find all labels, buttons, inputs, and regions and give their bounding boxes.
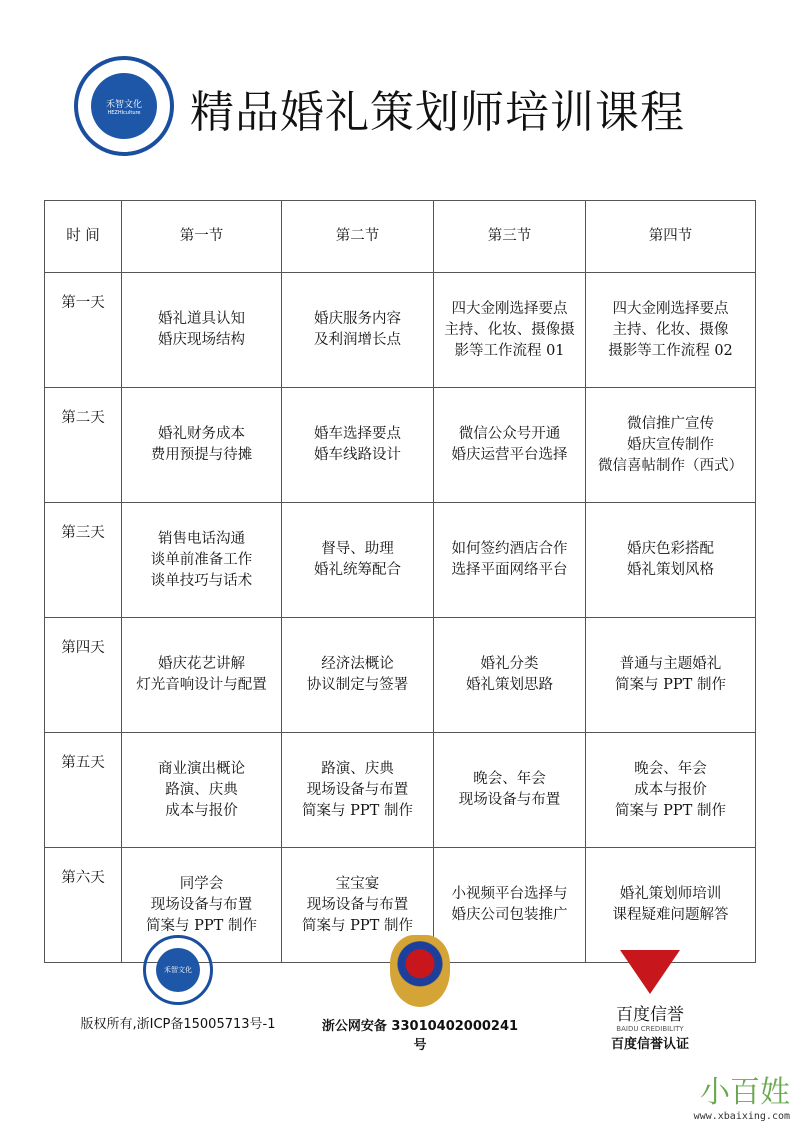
session-line: 四大金刚选择要点: [612, 300, 729, 317]
session-line: 婚庆公司包装推广: [451, 907, 568, 923]
baidu-v-icon: [620, 950, 680, 994]
police-record-text: 浙公网安备 33010402000241号: [321, 1019, 519, 1053]
session-line: 婚礼策划师培训: [619, 886, 722, 902]
session-line: 影等工作流程 01: [454, 342, 565, 359]
icp-text: 版权所有,浙ICP备15005713号-1: [80, 1017, 276, 1032]
session-line: 主持、化妆、摄像: [612, 321, 729, 338]
session-line: 婚礼道具认知: [158, 311, 245, 327]
column-header: 第二节: [282, 201, 434, 273]
session-line: 路演、庆典: [321, 760, 394, 777]
session-cell: [586, 618, 756, 733]
session-cell: [282, 733, 434, 848]
table-row: [45, 503, 756, 618]
session-line: 简案与 PPT 制作: [615, 677, 726, 693]
column-header: 第一节: [122, 201, 282, 273]
session-line: 简案与 PPT 制作: [146, 917, 257, 934]
session-line: 销售电话沟通: [158, 530, 245, 547]
session-line: 普通与主题婚礼: [619, 656, 722, 672]
session-line: 课程疑难问题解答: [612, 907, 729, 923]
session-line: 现场设备与布置: [150, 896, 253, 913]
session-line: 费用预提与待摊: [150, 447, 253, 463]
session-line: 婚庆色彩搭配: [627, 541, 714, 557]
session-line: 成本与报价: [634, 781, 707, 798]
session-line: 谈单技巧与话术: [150, 572, 253, 589]
session-line: 督导、助理: [321, 541, 394, 557]
day-label: 第五天: [45, 733, 122, 848]
session-cell: [282, 618, 434, 733]
logo-text: 禾智文化: [105, 99, 142, 110]
session-line: 简案与 PPT 制作: [615, 802, 726, 819]
session-line: 路演、庆典: [165, 781, 238, 798]
session-line: 婚庆花艺讲解: [158, 656, 245, 672]
session-line: 商业演出概论: [158, 760, 245, 777]
session-cell: [434, 388, 586, 503]
page-title: 精品婚礼策划师培训课程: [190, 87, 685, 138]
watermark-text: 小百姓: [700, 1075, 790, 1110]
session-line: 晚会、年会: [634, 760, 707, 777]
session-cell: [586, 503, 756, 618]
day-label: 第二天: [45, 388, 122, 503]
session-line: 微信公众号开通: [458, 426, 561, 442]
logo-sub: HEZHIculture: [107, 109, 141, 116]
baidu-cert: 百度信誉认证: [610, 1037, 689, 1052]
session-line: 主持、化妆、摄像摄: [444, 321, 575, 338]
session-cell: [586, 273, 756, 388]
session-line: 微信推广宣传: [627, 415, 714, 432]
session-line: 同学会: [179, 875, 224, 892]
session-line: 晚会、年会: [473, 771, 546, 787]
column-header: 第四节: [586, 201, 756, 273]
baidu-brand: 百度信誉: [616, 1005, 684, 1025]
session-cell: [282, 388, 434, 503]
table-header-row: [45, 201, 756, 273]
session-line: 如何签约酒店合作: [451, 541, 568, 557]
session-line: 小视频平台选择与: [451, 886, 568, 902]
hezhi-logo: [74, 56, 174, 156]
baidu-sub: BAIDU CREDIBILITY: [616, 1025, 684, 1033]
session-line: 现场设备与布置: [306, 781, 409, 798]
table-row: [45, 388, 756, 503]
session-line: 婚礼统筹配合: [314, 562, 401, 578]
session-cell: [282, 503, 434, 618]
session-cell: [434, 273, 586, 388]
session-line: 经济法概论: [321, 656, 394, 672]
day-label: 第六天: [45, 848, 122, 963]
session-line: 婚礼财务成本: [158, 426, 245, 442]
police-badge-icon: [390, 935, 450, 1007]
session-cell: [434, 733, 586, 848]
table-row: [45, 733, 756, 848]
session-line: 灯光音响设计与配置: [136, 677, 267, 693]
session-cell: [434, 503, 586, 618]
session-line: 谈单前准备工作: [150, 551, 253, 568]
session-line: 婚庆运营平台选择: [451, 447, 568, 463]
session-cell: [434, 618, 586, 733]
session-cell: [122, 503, 282, 618]
session-cell: [586, 733, 756, 848]
column-header: 时 间: [45, 201, 122, 273]
police-block: [320, 935, 520, 1053]
schedule-table: [44, 200, 756, 963]
small-logo-text: 禾智文化: [156, 948, 200, 992]
session-line: 成本与报价: [165, 802, 238, 819]
session-cell: [122, 273, 282, 388]
session-line: 宝宝宴: [335, 875, 380, 892]
copyright-block: [78, 935, 278, 1032]
table-row: [45, 618, 756, 733]
session-cell: [586, 848, 756, 963]
day-label: 第三天: [45, 503, 122, 618]
watermark-url: www.xbaixing.com: [693, 1111, 790, 1122]
session-line: 婚庆服务内容: [314, 311, 401, 327]
session-line: 摄影等工作流程 02: [608, 342, 733, 359]
column-header: 第三节: [434, 201, 586, 273]
session-line: 协议制定与签署: [306, 677, 409, 693]
session-cell: [586, 388, 756, 503]
session-line: 简案与 PPT 制作: [302, 917, 413, 934]
hezhi-small-logo: [143, 935, 213, 1005]
session-line: 现场设备与布置: [458, 792, 561, 808]
session-cell: [122, 618, 282, 733]
session-line: 婚礼策划风格: [627, 562, 714, 578]
baidu-block: [590, 950, 710, 1052]
session-line: 简案与 PPT 制作: [302, 802, 413, 819]
session-line: 微信喜帖制作（西式）: [598, 457, 743, 474]
session-line: 四大金刚选择要点: [451, 300, 568, 317]
session-line: 婚车选择要点: [314, 426, 401, 442]
table-row: [45, 273, 756, 388]
session-line: 婚庆现场结构: [158, 332, 245, 348]
session-cell: [122, 733, 282, 848]
session-line: 婚礼策划思路: [466, 677, 553, 693]
session-line: 及利润增长点: [314, 332, 401, 348]
session-line: 婚庆宣传制作: [627, 436, 714, 453]
day-label: 第一天: [45, 273, 122, 388]
watermark: [694, 1067, 790, 1122]
session-cell: [282, 273, 434, 388]
session-line: 现场设备与布置: [306, 896, 409, 913]
session-line: 选择平面网络平台: [451, 562, 568, 578]
day-label: 第四天: [45, 618, 122, 733]
session-line: 婚车线路设计: [314, 447, 401, 463]
session-line: 婚礼分类: [480, 656, 539, 672]
session-cell: [122, 388, 282, 503]
